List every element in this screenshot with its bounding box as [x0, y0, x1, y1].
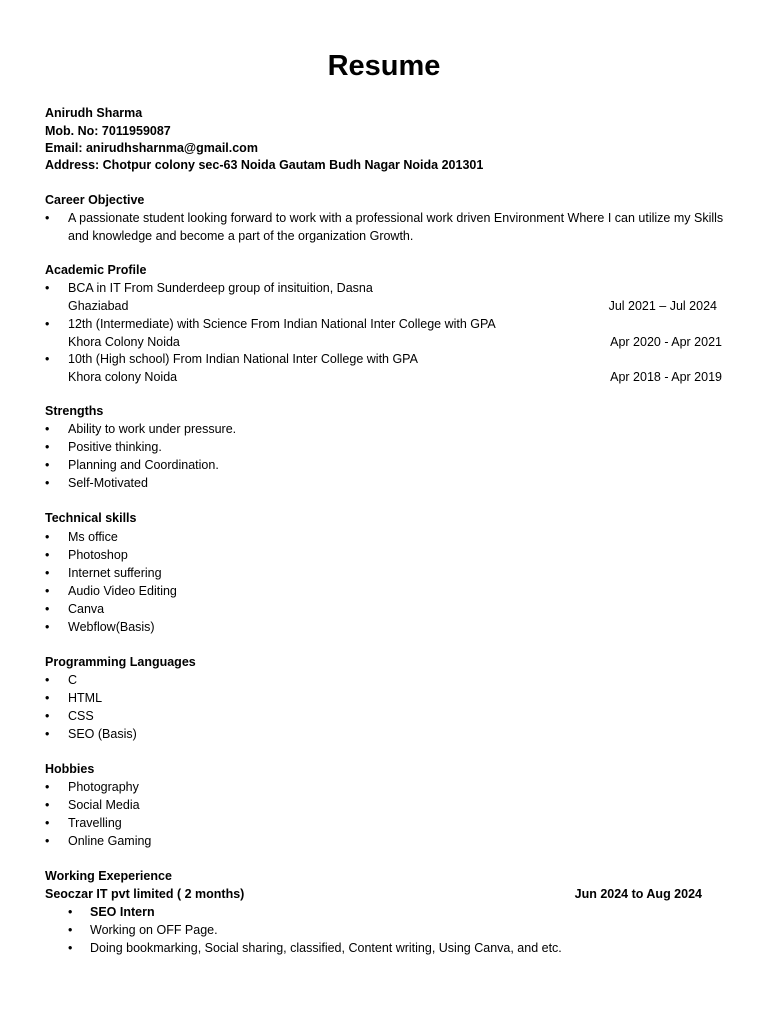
skill-text: Internet suffering [68, 566, 162, 580]
bullet-icon: • [45, 458, 50, 472]
bullet-icon: • [45, 352, 50, 366]
academic-item-line2: Khora Colony Noida [68, 335, 180, 349]
academic-item-date: Apr 2018 - Apr 2019 [610, 370, 722, 384]
bullet-icon: • [45, 422, 50, 436]
bullet-icon: • [45, 780, 50, 794]
skill-text: Ms office [68, 530, 118, 544]
bullet-icon: • [68, 905, 73, 919]
academic-profile-heading: Academic Profile [45, 263, 147, 277]
bullet-icon: • [45, 673, 50, 687]
bullet-icon: • [45, 440, 50, 454]
bullet-icon: • [45, 620, 50, 634]
language-text: CSS [68, 709, 94, 723]
skill-text: Photoshop [68, 548, 128, 562]
bullet-icon: • [45, 834, 50, 848]
strength-text: Self-Motivated [68, 476, 148, 490]
contact-address: Address: Chotpur colony sec-63 Noida Gautam Budh Nagar Noida 201301 [45, 158, 484, 172]
skill-text: Webflow(Basis) [68, 620, 155, 634]
hobbies-heading: Hobbies [45, 762, 95, 776]
bullet-icon: • [45, 691, 50, 705]
career-objective-heading: Career Objective [45, 193, 145, 207]
bullet-icon: • [45, 798, 50, 812]
academic-item-line1: 12th (Intermediate) with Science From Indian National Inter College with GPA [68, 317, 496, 331]
academic-item-line2: Ghaziabad [68, 299, 129, 313]
career-objective-text: A passionate student looking forward to work with a professional work driven Environment Where I can utilize my Skills and knowledge and become a part of the organization Growth. [68, 211, 724, 243]
experience-task: Doing bookmarking, Social sharing, classified, Content writing, Using Canva, and etc. [90, 941, 562, 955]
hobby-text: Travelling [68, 816, 122, 830]
bullet-icon: • [45, 602, 50, 616]
strength-text: Positive thinking. [68, 440, 162, 454]
bullet-icon: • [68, 941, 73, 955]
academic-item-date: Apr 2020 - Apr 2021 [610, 335, 722, 349]
language-text: HTML [68, 691, 103, 705]
strength-text: Ability to work under pressure. [68, 422, 237, 436]
contact-email: Email: anirudhsharnma@gmail.com [45, 141, 258, 155]
bullet-icon: • [45, 317, 50, 331]
hobby-text: Social Media [68, 798, 140, 812]
skill-text: Canva [68, 602, 105, 616]
bullet-icon: • [45, 566, 50, 580]
bullet-icon: • [45, 281, 50, 295]
bullet-icon: • [45, 584, 50, 598]
experience-date: Jun 2024 to Aug 2024 [574, 887, 702, 901]
programming-languages-heading: Programming Languages [45, 655, 196, 669]
strength-text: Planning and Coordination. [68, 458, 219, 472]
contact-name: Anirudh Sharma [45, 106, 143, 120]
hobby-text: Online Gaming [68, 834, 152, 848]
academic-item-line1: BCA in IT From Sunderdeep group of insituition, Dasna [68, 281, 373, 295]
bullet-icon: • [45, 211, 50, 225]
academic-item-line1: 10th (High school) From Indian National Inter College with GPA [68, 352, 418, 366]
bullet-icon: • [45, 530, 50, 544]
page-title: Resume [327, 50, 441, 82]
language-text: C [68, 673, 78, 687]
technical-skills-heading: Technical skills [45, 511, 137, 525]
bullet-icon: • [45, 548, 50, 562]
academic-item-date: Jul 2021 – Jul 2024 [608, 299, 717, 313]
strengths-heading: Strengths [45, 404, 104, 418]
bullet-icon: • [45, 727, 50, 741]
working-experience-heading: Working Exeperience [45, 869, 172, 883]
bullet-icon: • [45, 476, 50, 490]
hobby-text: Photography [68, 780, 139, 794]
bullet-icon: • [45, 816, 50, 830]
contact-mobile: Mob. No: 7011959087 [45, 124, 171, 138]
bullet-icon: • [68, 923, 73, 937]
experience-company: Seoczar IT pvt limited ( 2 months) [45, 887, 245, 901]
experience-task: Working on OFF Page. [90, 923, 218, 937]
skill-text: Audio Video Editing [68, 584, 177, 598]
bullet-icon: • [45, 709, 50, 723]
language-text: SEO (Basis) [68, 727, 137, 741]
academic-item-line2: Khora colony Noida [68, 370, 178, 384]
experience-role: SEO Intern [90, 905, 155, 919]
